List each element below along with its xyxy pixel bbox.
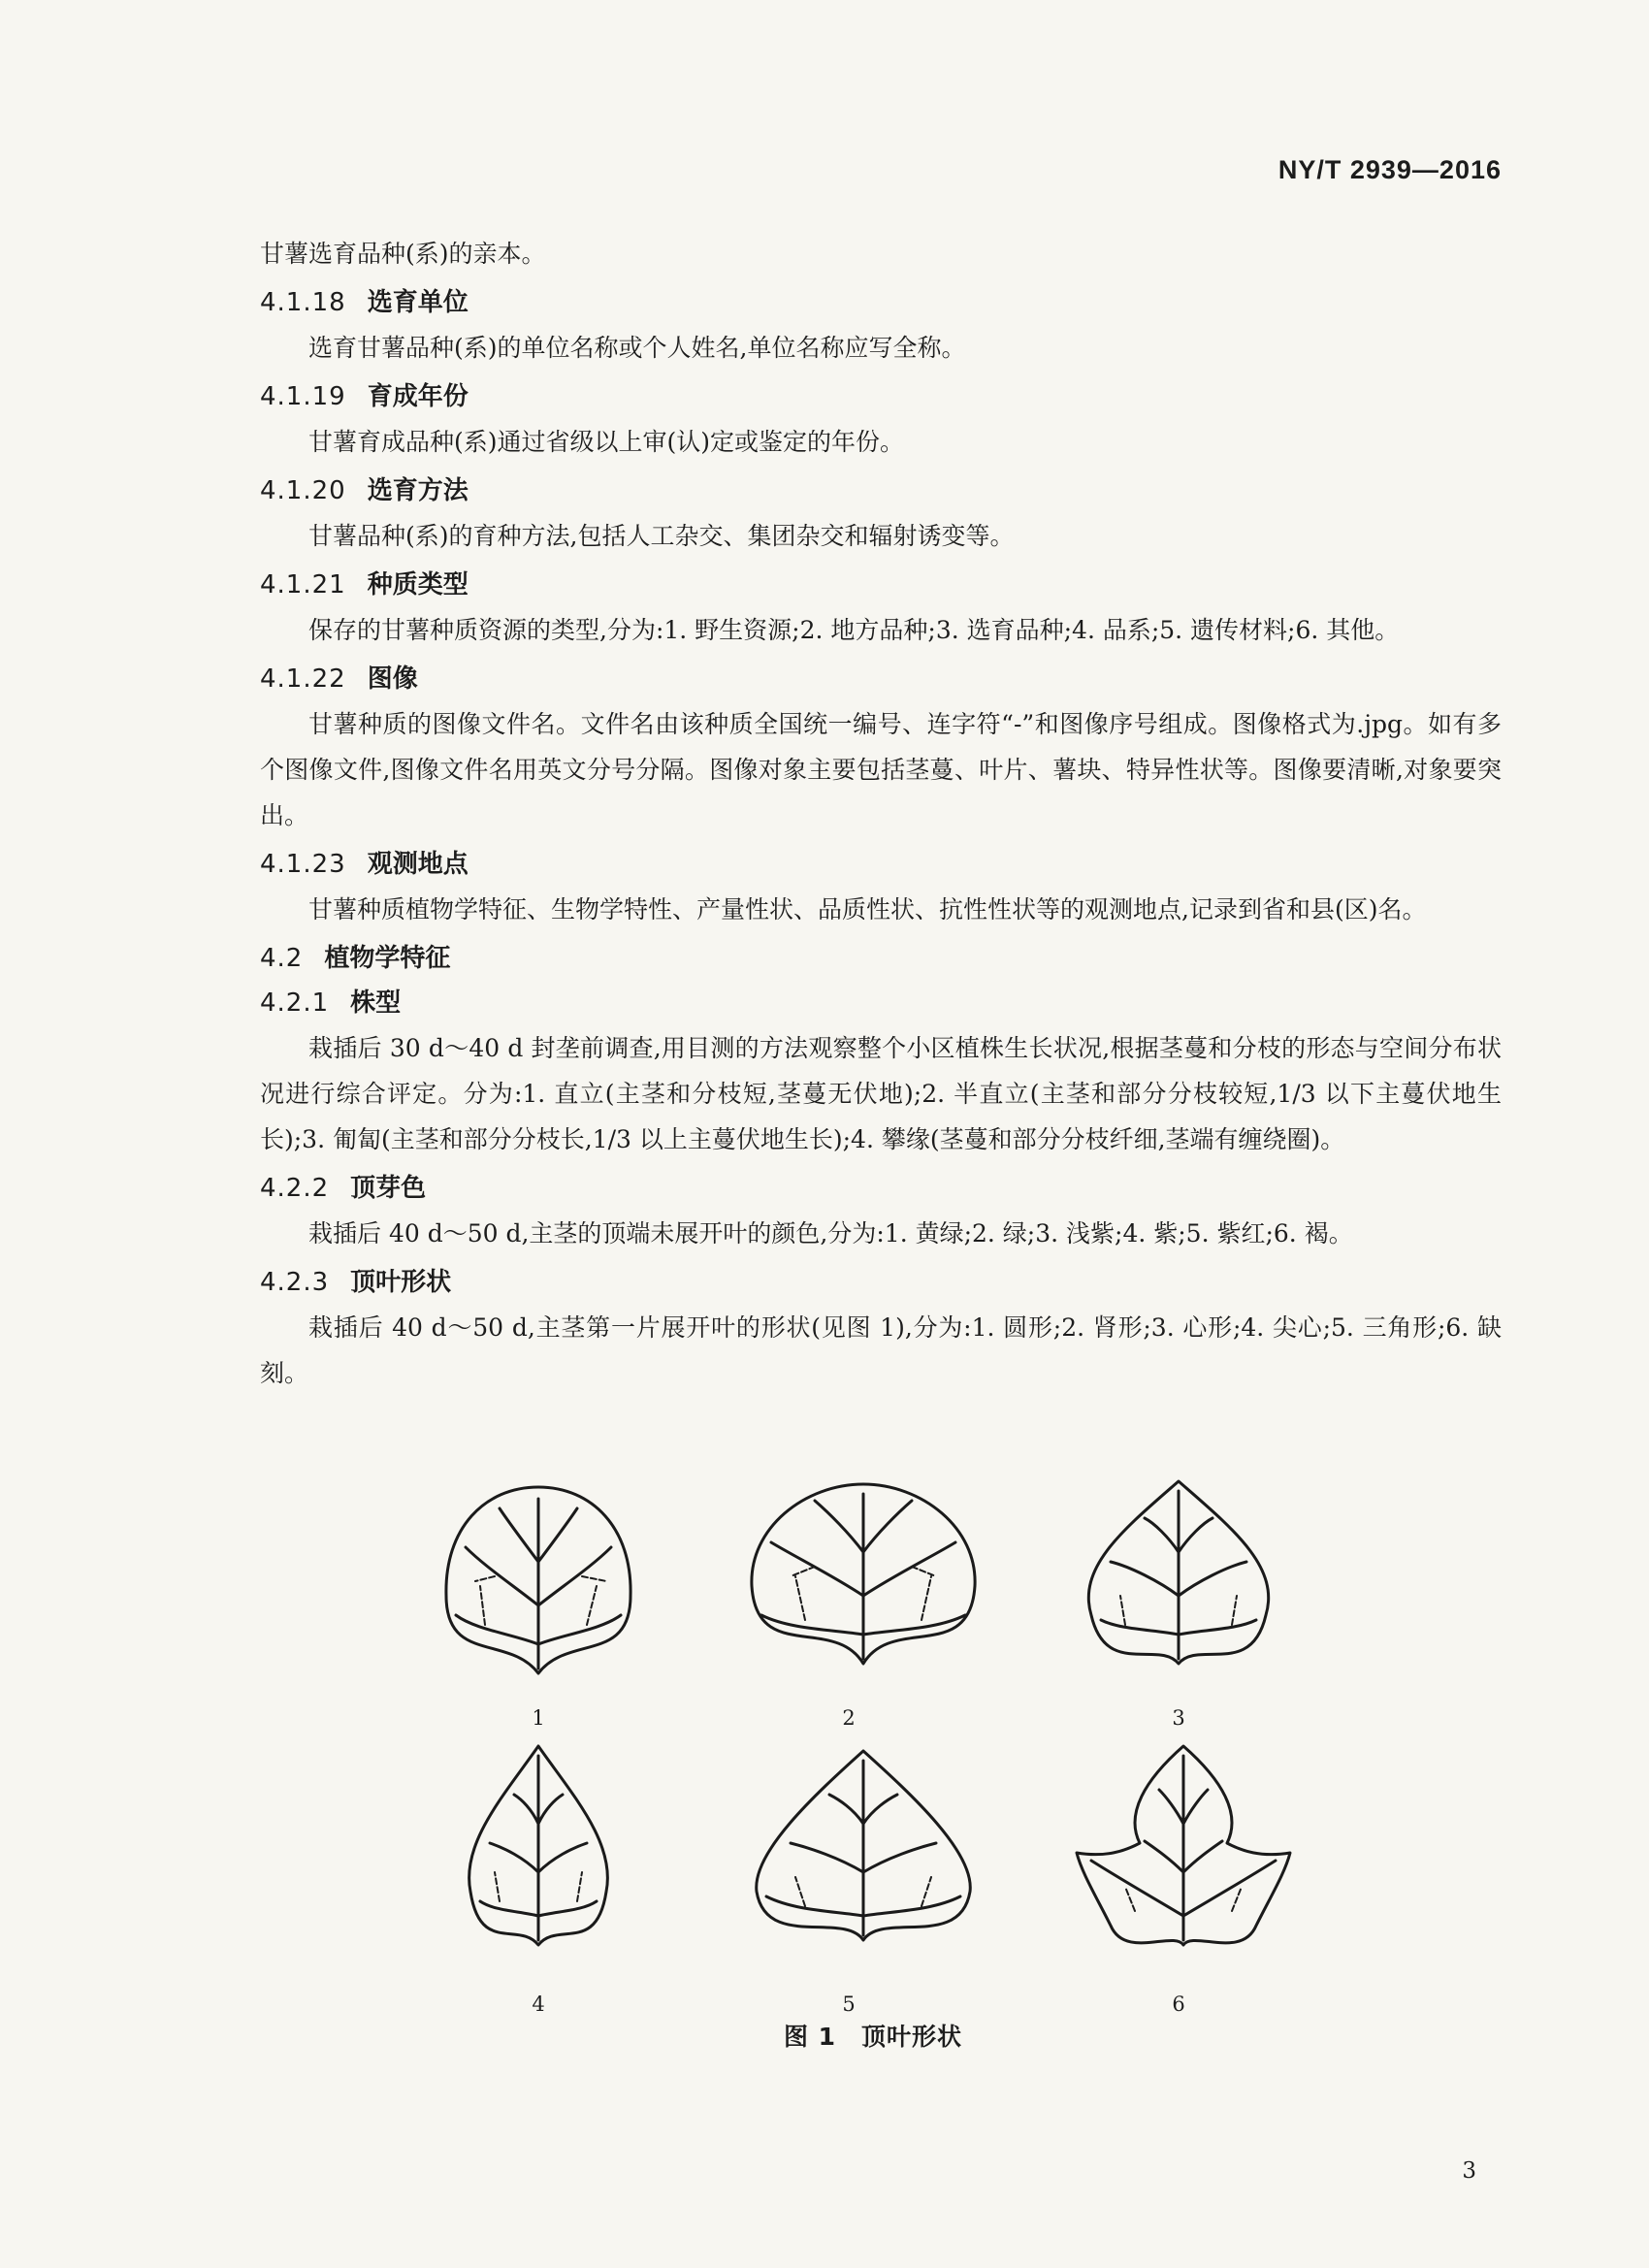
section-heading [260, 469, 1502, 513]
body-paragraph: 甘薯种质的图像文件名。文件名由该种质全国统一编号、连字符“-”和图像序号组成。图像格式为.jpg。如有多个图像文件,图像文件名用英文分号分隔。图像对象主要包括茎蔓、叶片、薯块、特异性状等。图像要清晰,对象要突出。 [260, 710, 1502, 829]
body-paragraph: 甘薯品种(系)的育种方法,包括人工杂交、集团杂交和辐射诱变等。 [308, 522, 1015, 550]
section-number: 4.2.1 [260, 988, 330, 1018]
figure-caption-number: 图 1 [783, 2023, 837, 2051]
leaf-label: 5 [842, 1993, 856, 2016]
page-number: 3 [1462, 2158, 1476, 2184]
leaf-label: 6 [1172, 1993, 1185, 2016]
leaf-label: 2 [842, 1706, 856, 1730]
body-paragraph: 保存的甘薯种质资源的类型,分为:1. 野生资源;2. 地方品种;3. 选育品种;4. 品系;5. 遗传材料;6. 其他。 [308, 616, 1400, 644]
section-title: 观测地点 [367, 850, 469, 879]
section-number: 4.1.23 [260, 850, 346, 879]
leaf-triangular [737, 1736, 960, 2018]
section-title: 株型 [350, 988, 402, 1018]
figure-caption [427, 2018, 1319, 2053]
leaf-label: 4 [532, 1993, 545, 2016]
section-title: 育成年份 [367, 382, 469, 411]
section-title: 顶芽色 [350, 1174, 427, 1203]
section-number: 4.2 [260, 944, 304, 973]
section-number: 4.1.20 [260, 476, 346, 505]
body-paragraph: 甘薯育成品种(系)通过省级以上审(认)定或鉴定的年份。 [308, 428, 905, 456]
section-title: 植物学特征 [324, 944, 451, 973]
section-heading [260, 374, 1502, 419]
section-heading [260, 936, 1502, 981]
section-number: 4.2.3 [260, 1268, 330, 1297]
section-number: 4.1.18 [260, 288, 346, 317]
section-heading [260, 1166, 1502, 1211]
leaf-pointed-heart-drawing [427, 1736, 650, 1979]
section-number: 4.2.2 [260, 1174, 330, 1203]
leaf-round-drawing [427, 1470, 650, 1693]
section-heading [260, 981, 1502, 1025]
leaf-pointed-heart [427, 1736, 650, 2018]
section-heading [260, 842, 1502, 887]
leaf-lobed-drawing [1067, 1736, 1300, 1979]
leaf-heart [1067, 1470, 1290, 1732]
document-body [260, 231, 1502, 1400]
leaf-triangular-drawing [737, 1736, 989, 1979]
body-paragraph: 栽插后 40 d～50 d,主茎第一片展开叶的形状(见图 1),分为:1. 圆形;2. 肾形;3. 心形;4. 尖心;5. 三角形;6. 缺刻。 [260, 1313, 1502, 1387]
standard-code: NY/T 2939—2016 [1277, 155, 1502, 184]
section-heading [260, 280, 1502, 325]
leaf-label: 3 [1172, 1706, 1185, 1730]
leaf-kidney [737, 1470, 960, 1732]
figure-caption-title: 顶叶形状 [861, 2023, 963, 2051]
section-number: 4.1.22 [260, 664, 346, 694]
section-title: 种质类型 [367, 570, 469, 599]
section-number: 4.1.21 [260, 570, 346, 599]
leaf-kidney-drawing [737, 1470, 989, 1693]
body-paragraph: 甘薯种质植物学特征、生物学特性、产量性状、品质性状、抗性性状等的观测地点,记录到省和县(区)名。 [308, 895, 1427, 923]
body-paragraph: 栽插后 30 d～40 d 封垄前调查,用目测的方法观察整个小区植株生长状况,根据茎蔓和分枝的形态与空间分布状况进行综合评定。分为:1. 直立(主茎和分枝短,茎蔓无伏地);2. 半直立(主茎和部分分枝较短,1/3 以下主蔓伏地生长);3. 匍匐(主茎和部分分枝长,1/3 以上主蔓伏地生长);4. 攀缘(茎蔓和部分分枝纤细,茎端有缠绕圈)。 [260, 1034, 1502, 1153]
section-heading [260, 1260, 1502, 1305]
body-paragraph: 甘薯选育品种(系)的亲本。 [260, 240, 546, 268]
section-title: 选育单位 [367, 288, 469, 317]
section-title: 选育方法 [367, 476, 469, 505]
section-title: 图像 [367, 664, 418, 694]
leaf-label: 1 [532, 1706, 545, 1730]
body-paragraph: 栽插后 40 d～50 d,主茎的顶端未展开叶的颜色,分为:1. 黄绿;2. 绿;3. 浅紫;4. 紫;5. 紫红;6. 褐。 [308, 1219, 1353, 1247]
leaf-lobed [1067, 1736, 1290, 2018]
section-heading [260, 563, 1502, 607]
leaf-heart-drawing [1067, 1470, 1290, 1693]
section-title: 顶叶形状 [350, 1268, 452, 1297]
figure-1 [427, 1470, 1319, 2071]
section-heading [260, 657, 1502, 701]
section-number: 4.1.19 [260, 382, 346, 411]
leaf-round [427, 1470, 650, 1732]
body-paragraph: 选育甘薯品种(系)的单位名称或个人姓名,单位名称应写全称。 [308, 334, 966, 362]
